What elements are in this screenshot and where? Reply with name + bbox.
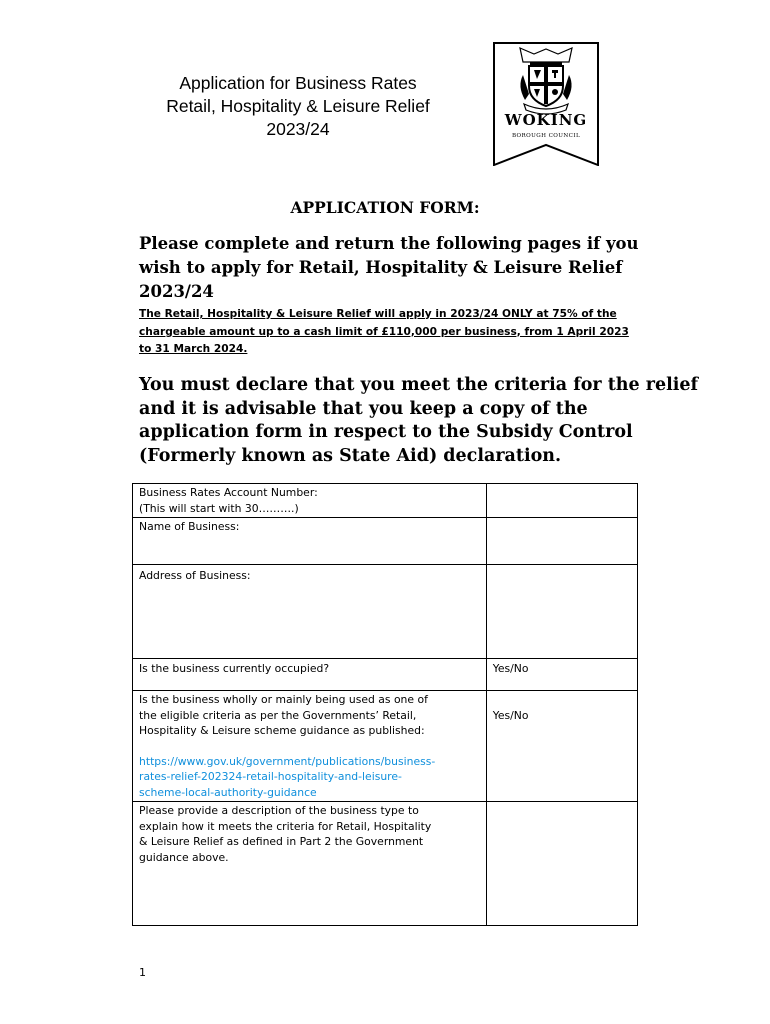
page-number: 1 [139, 966, 146, 979]
document-title [128, 72, 468, 141]
occupied-answer-field[interactable]: Yes/No [486, 659, 637, 691]
business-description-label: Please provide a description of the business type to explain how it meets the criteria for Retail, Hospitality & Leisure Relief as defined in Part 2 the Government guidance above. [133, 802, 487, 926]
intro-line: Please complete and return the following pages if you [139, 234, 639, 253]
declaration-line: application form in respect to the Subsidy Control [139, 422, 633, 442]
intro-line: 2023/24 [139, 282, 214, 301]
title-line: Retail, Hospitality & Leisure Relief [166, 96, 430, 116]
logo-name: WOKING [504, 111, 588, 129]
business-description-field[interactable] [486, 802, 637, 926]
form-heading: APPLICATION FORM: [290, 198, 480, 217]
eligible-criteria-answer-field[interactable] [486, 691, 637, 802]
table-row [133, 659, 638, 691]
note-line: chargeable amount up to a cash limit of £110,000 per business, from 1 April 2023 [139, 325, 629, 338]
account-number-label: Business Rates Account Number: (This will start with 30……….) [133, 484, 487, 518]
table-row [133, 518, 638, 565]
relief-note [139, 306, 629, 359]
business-name-field[interactable] [486, 518, 637, 565]
declaration-line: (Formerly known as State Aid) declaration. [139, 445, 562, 466]
table-row [133, 691, 638, 802]
table-row [133, 484, 638, 518]
guidance-link[interactable]: scheme-local-authority-guidance [139, 785, 317, 799]
note-line: to 31 March 2024. [139, 343, 248, 355]
title-line: 2023/24 [266, 119, 330, 139]
occupied-question-label: Is the business currently occupied? [133, 659, 487, 691]
application-form-table [132, 483, 638, 926]
title-line: Application for Business Rates [179, 73, 417, 93]
eligible-criteria-label: Is the business wholly or mainly being used as one of the eligible criteria as per the Governments’ Retail, Hospitality & Leisure scheme guidance as published: https://www.gov.uk/government/publications/business- rates-relief-202324-retail-hospitality-and-leisure- scheme-local-authority-guidance [133, 691, 487, 802]
business-name-label: Name of Business: [133, 518, 487, 565]
account-number-field[interactable] [486, 484, 637, 518]
declaration-text [139, 374, 699, 468]
note-line: The Retail, Hospitality & Leisure Relief will apply in 2023/24 ONLY at 75% of the [139, 308, 617, 320]
guidance-link[interactable]: rates-relief-202324-retail-hospitality-and-leisure- [139, 770, 402, 783]
logo-subtitle: BOROUGH COUNCIL [511, 133, 581, 139]
business-address-label: Address of Business: [133, 565, 487, 659]
guidance-link[interactable]: https://www.gov.uk/government/publications/business- [139, 754, 436, 768]
table-row [133, 565, 638, 659]
table-row [133, 802, 638, 926]
eligible-criteria-answer: Yes/No [492, 709, 529, 722]
intro-line: wish to apply for Retail, Hospitality & Leisure Relief [139, 258, 623, 277]
intro-text [139, 232, 639, 304]
business-address-field[interactable] [486, 565, 637, 659]
woking-borough-council-logo [493, 42, 599, 166]
declaration-line: You must declare that you meet the criteria for the relief [139, 375, 699, 395]
declaration-line: and it is advisable that you keep a copy of the [139, 398, 588, 419]
